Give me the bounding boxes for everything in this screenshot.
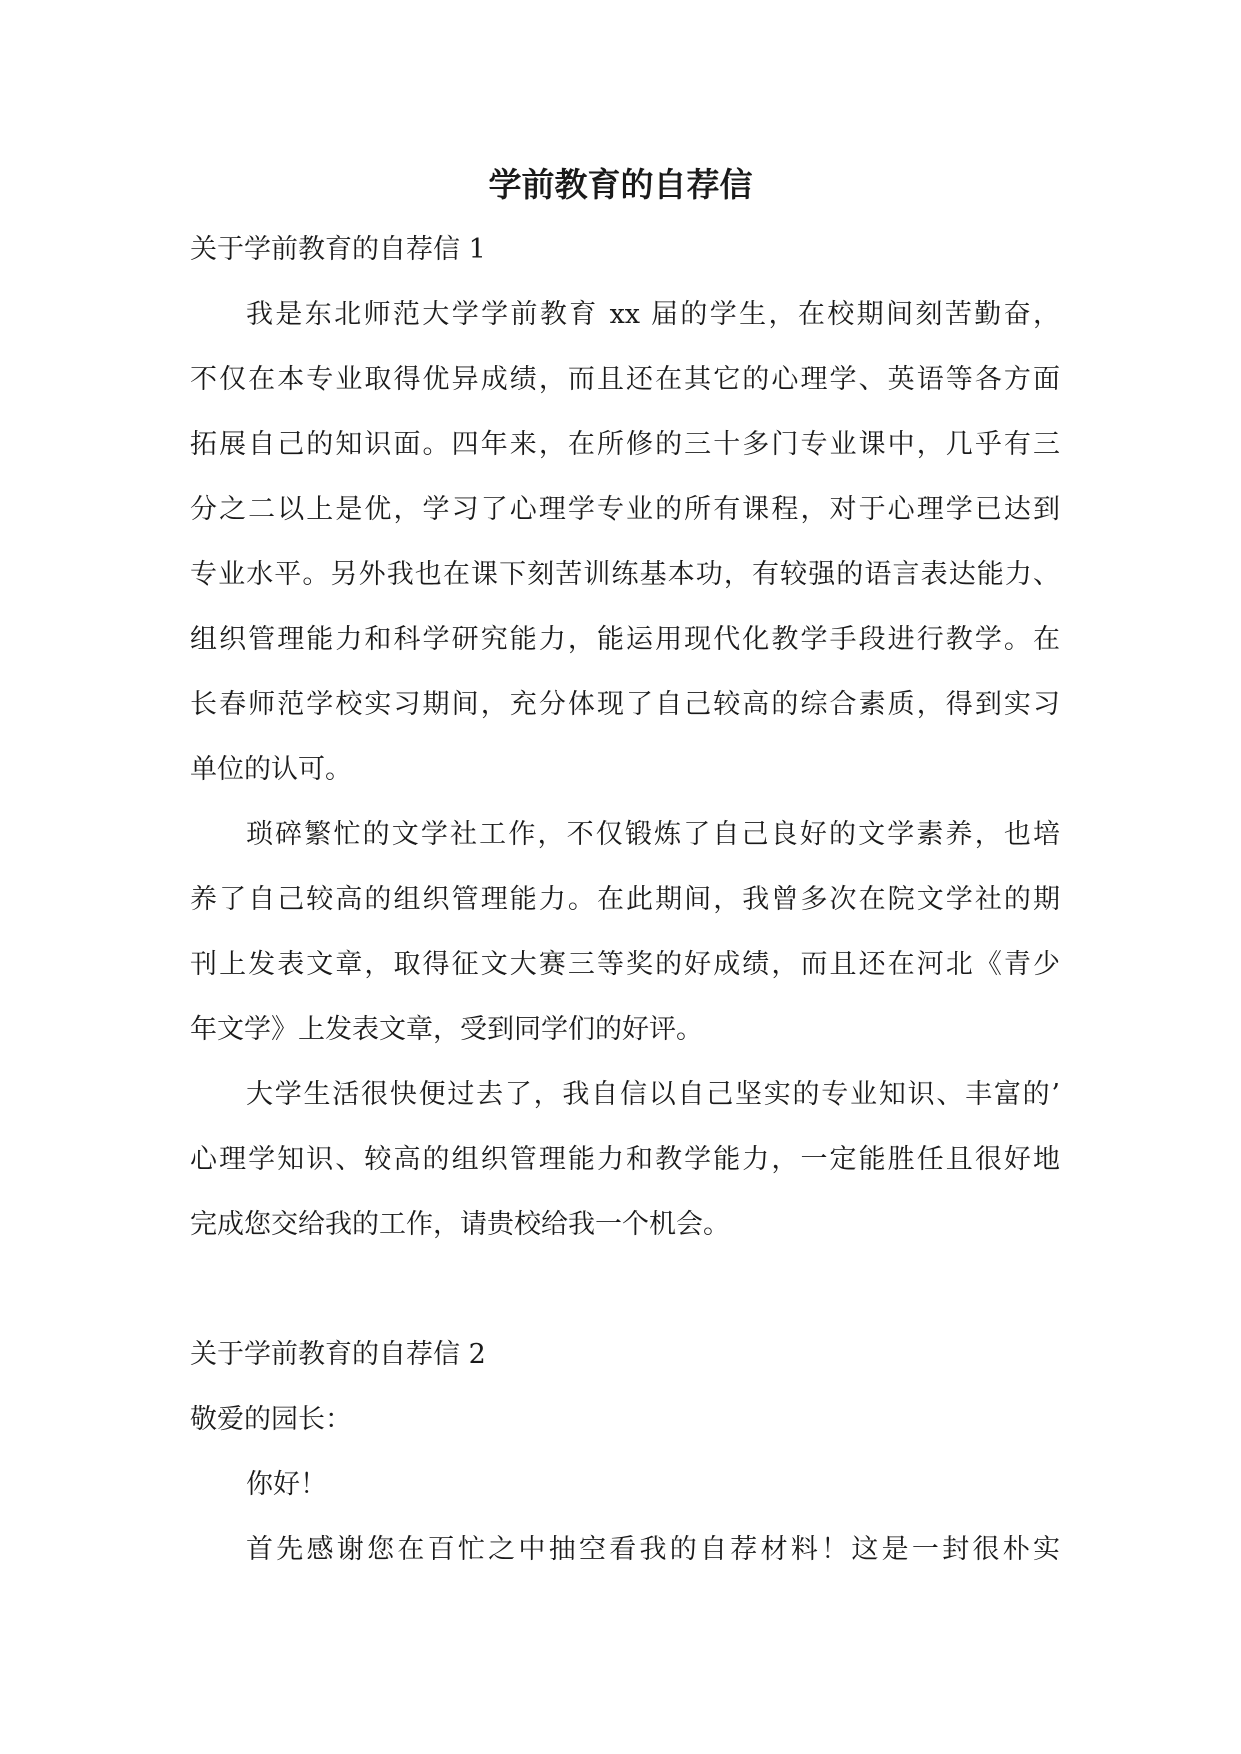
document-body	[190, 228, 1060, 1593]
text-line: 大学生活很快便过去了，我自信以自己坚实的专业知识、丰富的’	[246, 1079, 1060, 1110]
text-line: 心理学知识、较高的组织管理能力和教学能力，一定能胜任且很好地	[190, 1144, 1060, 1175]
letter1-heading: 关于学前教育的自荐信 1	[190, 234, 486, 265]
text-line: 刊上发表文章，取得征文大赛三等奖的好成绩，而且还在河北《青少	[190, 949, 1060, 980]
section-gap	[190, 1268, 1060, 1333]
letter1-paragraph-1	[190, 293, 1060, 813]
text-line: 不仅在本专业取得优异成绩，而且还在其它的心理学、英语等各方面	[190, 364, 1060, 395]
letter1-paragraph-2	[190, 813, 1060, 1073]
text-line: 我是东北师范大学学前教育 xx 届的学生，在校期间刻苦勤奋，	[246, 299, 1060, 330]
text-line: 长春师范学校实习期间，充分体现了自己较高的综合素质，得到实习	[190, 689, 1060, 720]
text-line: 单位的认可。	[190, 754, 352, 785]
letter2-salutation: 敬爱的园长：	[190, 1404, 352, 1435]
letter2-greeting: 你好！	[246, 1469, 327, 1500]
text-line: 首先感谢您在百忙之中抽空看我的自荐材料！这是一封很朴实	[246, 1534, 1060, 1565]
text-line: 分之二以上是优，学习了心理学专业的所有课程，对于心理学已达到	[190, 494, 1060, 525]
text-line: 专业水平。另外我也在课下刻苦训练基本功，有较强的语言表达能力、	[190, 559, 1060, 590]
document-title: 学前教育的自荐信	[488, 165, 753, 204]
text-line: 拓展自己的知识面。四年来，在所修的三十多门专业课中，几乎有三	[190, 429, 1060, 460]
letter2-heading: 关于学前教育的自荐信 2	[190, 1339, 486, 1370]
letter1-paragraph-3	[190, 1073, 1060, 1268]
text-line: 组织管理能力和科学研究能力，能运用现代化教学手段进行教学。在	[190, 624, 1060, 655]
text-line: 年文学》上发表文章，受到同学们的好评。	[190, 1014, 703, 1045]
text-line: 完成您交给我的工作，请贵校给我一个机会。	[190, 1209, 730, 1240]
text-line: 琐碎繁忙的文学社工作，不仅锻炼了自己良好的文学素养，也培	[246, 819, 1060, 850]
text-line: 养了自己较高的组织管理能力。在此期间，我曾多次在院文学社的期	[190, 884, 1060, 915]
letter2-paragraph-1	[190, 1528, 1060, 1593]
